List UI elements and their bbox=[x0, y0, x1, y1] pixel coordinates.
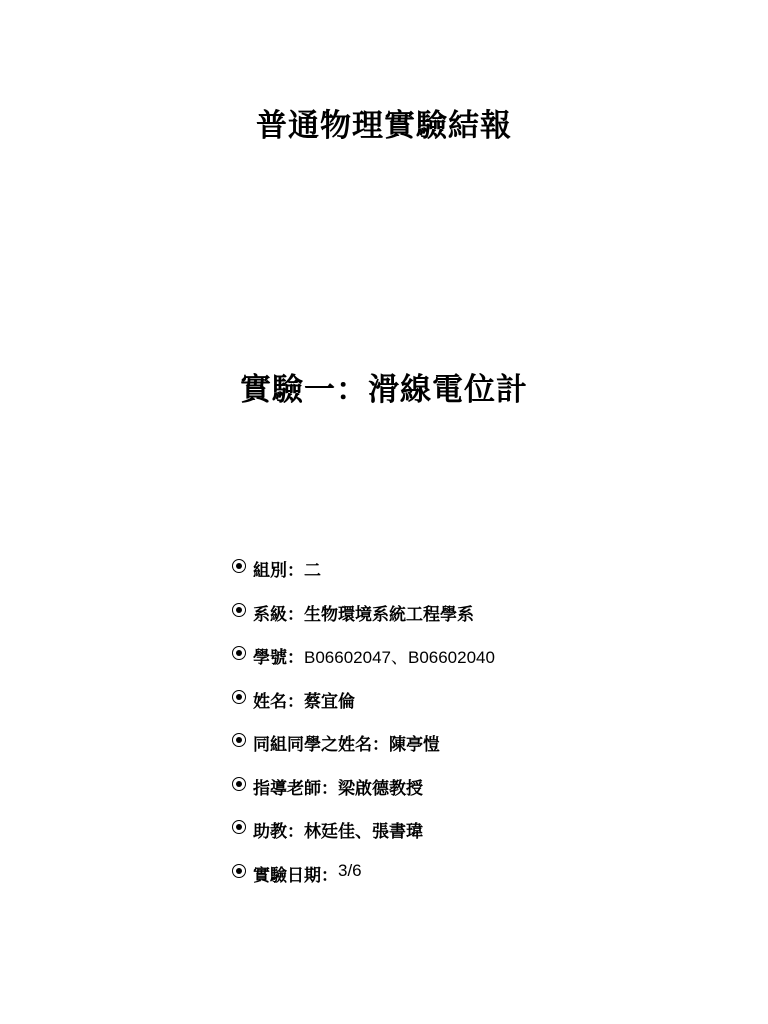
circled-dot-icon bbox=[232, 820, 246, 834]
info-label: 實驗日期： bbox=[253, 865, 338, 886]
circled-dot-icon bbox=[232, 733, 246, 747]
report-title: 普通物理實驗結報 bbox=[256, 108, 512, 144]
info-label: 助教： bbox=[253, 822, 304, 842]
info-label: 組別： bbox=[253, 561, 304, 581]
info-label: 系級： bbox=[253, 604, 304, 625]
circled-dot-icon bbox=[232, 864, 246, 878]
info-item-name bbox=[232, 687, 495, 731]
info-label: 同組同學之姓名： bbox=[253, 735, 389, 755]
info-item-partner bbox=[232, 730, 495, 774]
circled-dot-icon bbox=[232, 646, 246, 660]
info-item-student-id bbox=[232, 643, 495, 687]
info-item-department bbox=[232, 600, 495, 644]
info-item-advisor bbox=[232, 774, 495, 818]
info-label: 學號： bbox=[253, 648, 304, 668]
circled-dot-icon bbox=[232, 777, 246, 791]
info-value: 梁啟德教授 bbox=[338, 778, 423, 799]
info-value: B06602047、B06602040 bbox=[304, 648, 495, 667]
circled-dot-icon bbox=[232, 690, 246, 704]
info-item-date bbox=[232, 861, 495, 905]
info-value: 蔡宜倫 bbox=[304, 691, 355, 712]
info-label: 指導老師： bbox=[253, 778, 338, 799]
circled-dot-icon bbox=[232, 559, 246, 573]
info-value: 陳亭愷 bbox=[389, 735, 440, 755]
info-value: 二 bbox=[304, 561, 321, 581]
info-value: 林廷佳、張書瑋 bbox=[304, 822, 423, 842]
experiment-title: 實驗一：滑線電位計 bbox=[240, 372, 528, 408]
info-item-ta bbox=[232, 817, 495, 861]
info-label: 姓名： bbox=[253, 691, 304, 712]
circled-dot-icon bbox=[232, 603, 246, 617]
info-value: 生物環境系統工程學系 bbox=[304, 604, 474, 625]
info-value: 3/6 bbox=[338, 860, 362, 880]
info-item-group bbox=[232, 556, 495, 600]
info-list bbox=[232, 556, 495, 904]
